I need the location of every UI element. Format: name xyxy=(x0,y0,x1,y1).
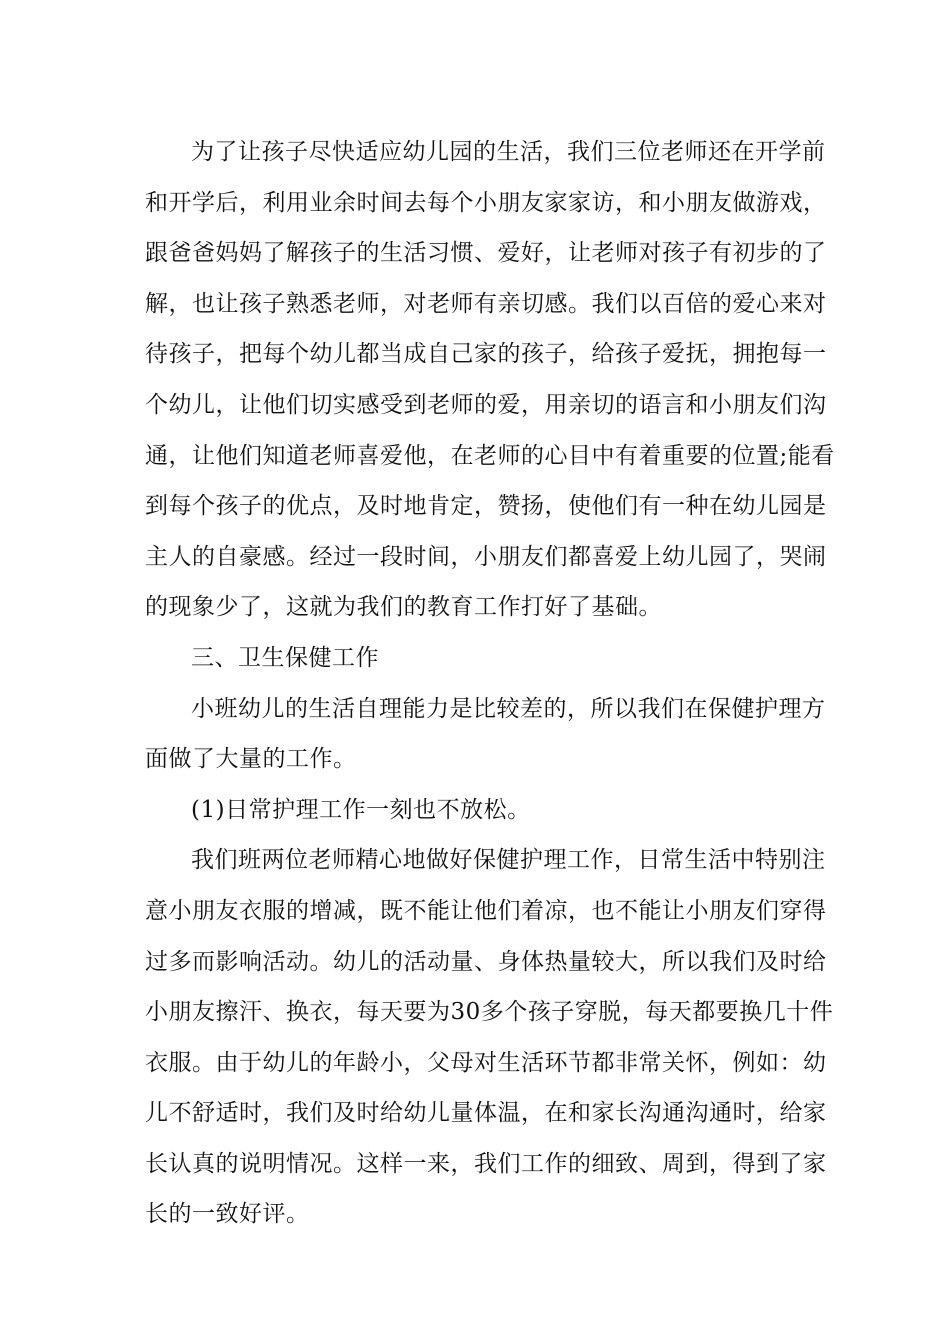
text-line: 面做了大量的工作。 xyxy=(145,746,357,773)
text-line: 为了让孩子尽快适应幼儿园的生活，我们三位老师还在开学前 xyxy=(191,139,826,165)
text-line: 的现象少了，这就为我们的教育工作打好了基础。 xyxy=(145,594,662,621)
text-line: 通，让他们知道老师喜爱他，在老师的心目中有着重要的位置;能看 xyxy=(145,442,835,469)
text-line: 小朋友擦汗、换衣，每天要为30多个孩子穿脱，每天都要换几十件 xyxy=(145,999,834,1026)
text-line: 长的一致好评。 xyxy=(145,1201,310,1228)
subsection-heading xyxy=(145,785,807,836)
subheading-text: (1)日常护理工作一刻也不放松。 xyxy=(191,796,531,823)
text-line: 我们班两位老师精心地做好保健护理工作，日常生活中特别注 xyxy=(191,847,826,874)
heading-text: 三、卫生保健工作 xyxy=(191,644,379,671)
text-line: 待孩子，把每个幼儿都当成自己家的孩子，给孩子爱抚，拥抱每一 xyxy=(145,341,827,368)
text-line: 解，也让孩子熟悉老师，对老师有亲切感。我们以百倍的爱心来对 xyxy=(145,290,827,317)
paragraph-daily-care xyxy=(145,835,834,1240)
paragraph-self-care xyxy=(145,684,826,785)
text-line: 衣服。由于幼儿的年龄小，父母对生活环节都非常关怀，例如：幼 xyxy=(145,1049,827,1076)
text-line: 意小朋友衣服的增减，既不能让他们着凉，也不能让小朋友们穿得 xyxy=(145,897,827,924)
text-line: 小班幼儿的生活自理能力是比较差的，所以我们在保健护理方 xyxy=(191,695,826,722)
document-body xyxy=(145,127,835,1240)
text-line: 跟爸爸妈妈了解孩子的生活习惯、爱好，让老师对孩子有初步的了 xyxy=(145,240,827,267)
text-line: 长认真的说明情况。这样一来，我们工作的细致、周到，得到了家 xyxy=(145,1150,827,1177)
text-line: 到每个孩子的优点，及时地肯定，赞扬，使他们有一种在幼儿园是 xyxy=(145,493,827,520)
text-line: 过多而影响活动。幼儿的活动量、身体热量较大，所以我们及时给 xyxy=(145,948,827,975)
text-line: 主人的自豪感。经过一段时间，小朋友们都喜爱上幼儿园了，哭闹 xyxy=(145,543,827,570)
paragraph-adaptation xyxy=(145,127,835,633)
text-line: 和开学后，利用业余时间去每个小朋友家家访，和小朋友做游戏， xyxy=(145,189,827,216)
section-heading xyxy=(145,633,807,684)
text-line: 个幼儿，让他们切实感受到老师的爱，用亲切的语言和小朋友们沟 xyxy=(145,391,827,418)
text-line: 儿不舒适时，我们及时给幼儿量体温，在和家长沟通沟通时，给家 xyxy=(145,1100,827,1127)
